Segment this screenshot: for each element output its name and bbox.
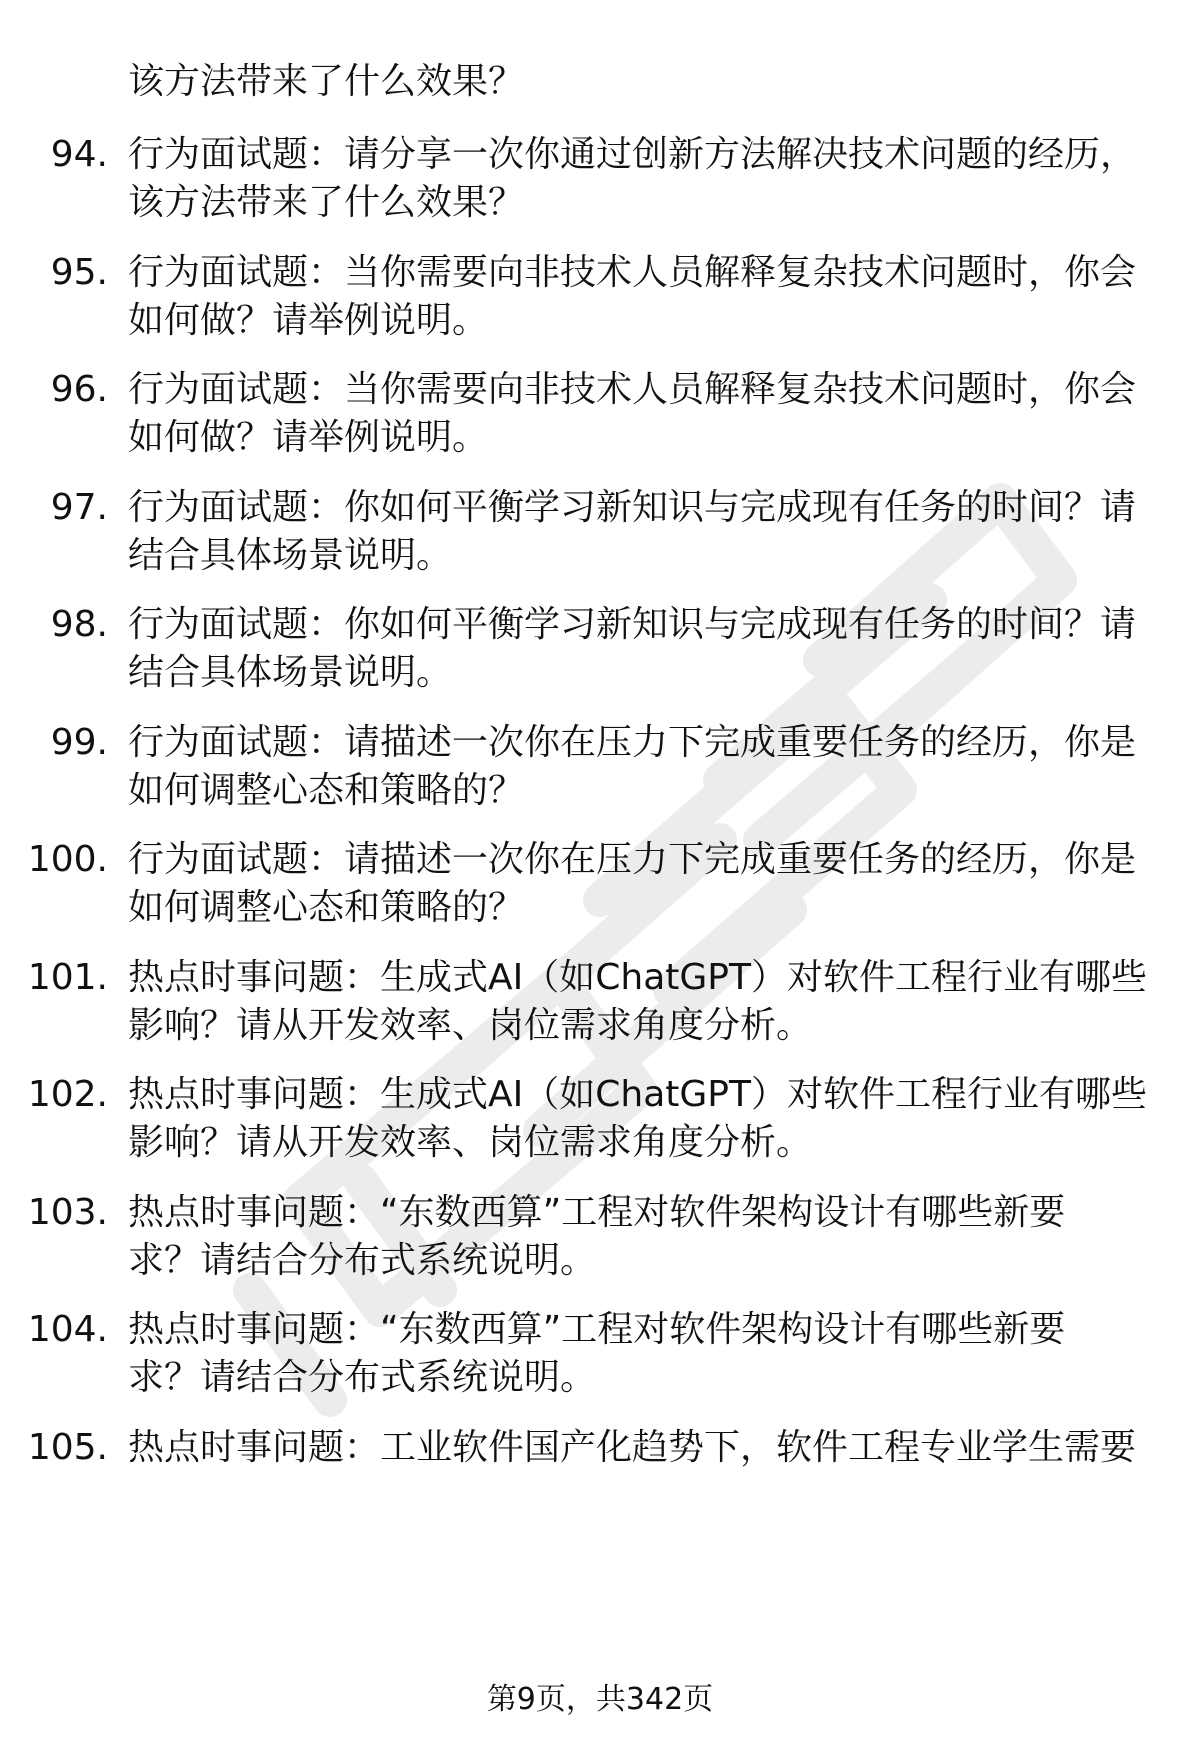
item-text: 该方法带来了什么效果？: [128, 61, 525, 102]
item-text: 行为面试题：请描述一次你在压力下完成重要任务的经历，你是 如何调整心态和策略的？: [128, 722, 1137, 811]
item-text: 行为面试题：请描述一次你在压力下完成重要任务的经历，你是 如何调整心态和策略的？: [128, 839, 1137, 928]
item-number: 101.: [27, 957, 108, 998]
item-text: 热点时事问题：生成式AI（如ChatGPT）对软件工程行业有哪些 影响？请从开发效率、岗位需求角度分析。: [128, 1074, 1147, 1163]
item-text: 行为面试题：你如何平衡学习新知识与完成现有任务的时间？请 结合具体场景说明。: [128, 604, 1137, 693]
item-number: 105.: [27, 1427, 108, 1468]
item-text: 行为面试题：当你需要向非技术人员解释复杂技术问题时，你会 如何做？请举例说明。: [128, 369, 1137, 458]
page-footer: 第9页，共342页: [486, 1682, 714, 1717]
item-text: 热点时事问题：工业软件国产化趋势下，软件工程专业学生需要: [128, 1427, 1137, 1468]
item-number: 96.: [50, 369, 108, 410]
item-number: 99.: [50, 722, 108, 763]
item-number: 95.: [50, 252, 108, 293]
item-text: 行为面试题：你如何平衡学习新知识与完成现有任务的时间？请 结合具体场景说明。: [128, 487, 1137, 576]
item-text: 热点时事问题：生成式AI（如ChatGPT）对软件工程行业有哪些 影响？请从开发效率、岗位需求角度分析。: [128, 957, 1147, 1046]
item-number: 102.: [27, 1074, 108, 1115]
item-number: 103.: [27, 1192, 108, 1233]
item-number: 94.: [50, 134, 108, 175]
item-text: 行为面试题：当你需要向非技术人员解释复杂技术问题时，你会 如何做？请举例说明。: [128, 252, 1137, 341]
item-number: 104.: [27, 1309, 108, 1350]
item-number: 100.: [27, 839, 108, 880]
item-number: 97.: [50, 487, 108, 528]
item-text: 热点时事问题：“东数西算”工程对软件架构设计有哪些新要 求？请结合分布式系统说明。: [128, 1309, 1066, 1398]
item-text: 热点时事问题：“东数西算”工程对软件架构设计有哪些新要 求？请结合分布式系统说明。: [128, 1192, 1066, 1281]
item-number: 98.: [50, 604, 108, 645]
item-text: 行为面试题：请分享一次你通过创新方法解决技术问题的经历， 该方法带来了什么效果？: [128, 134, 1137, 223]
